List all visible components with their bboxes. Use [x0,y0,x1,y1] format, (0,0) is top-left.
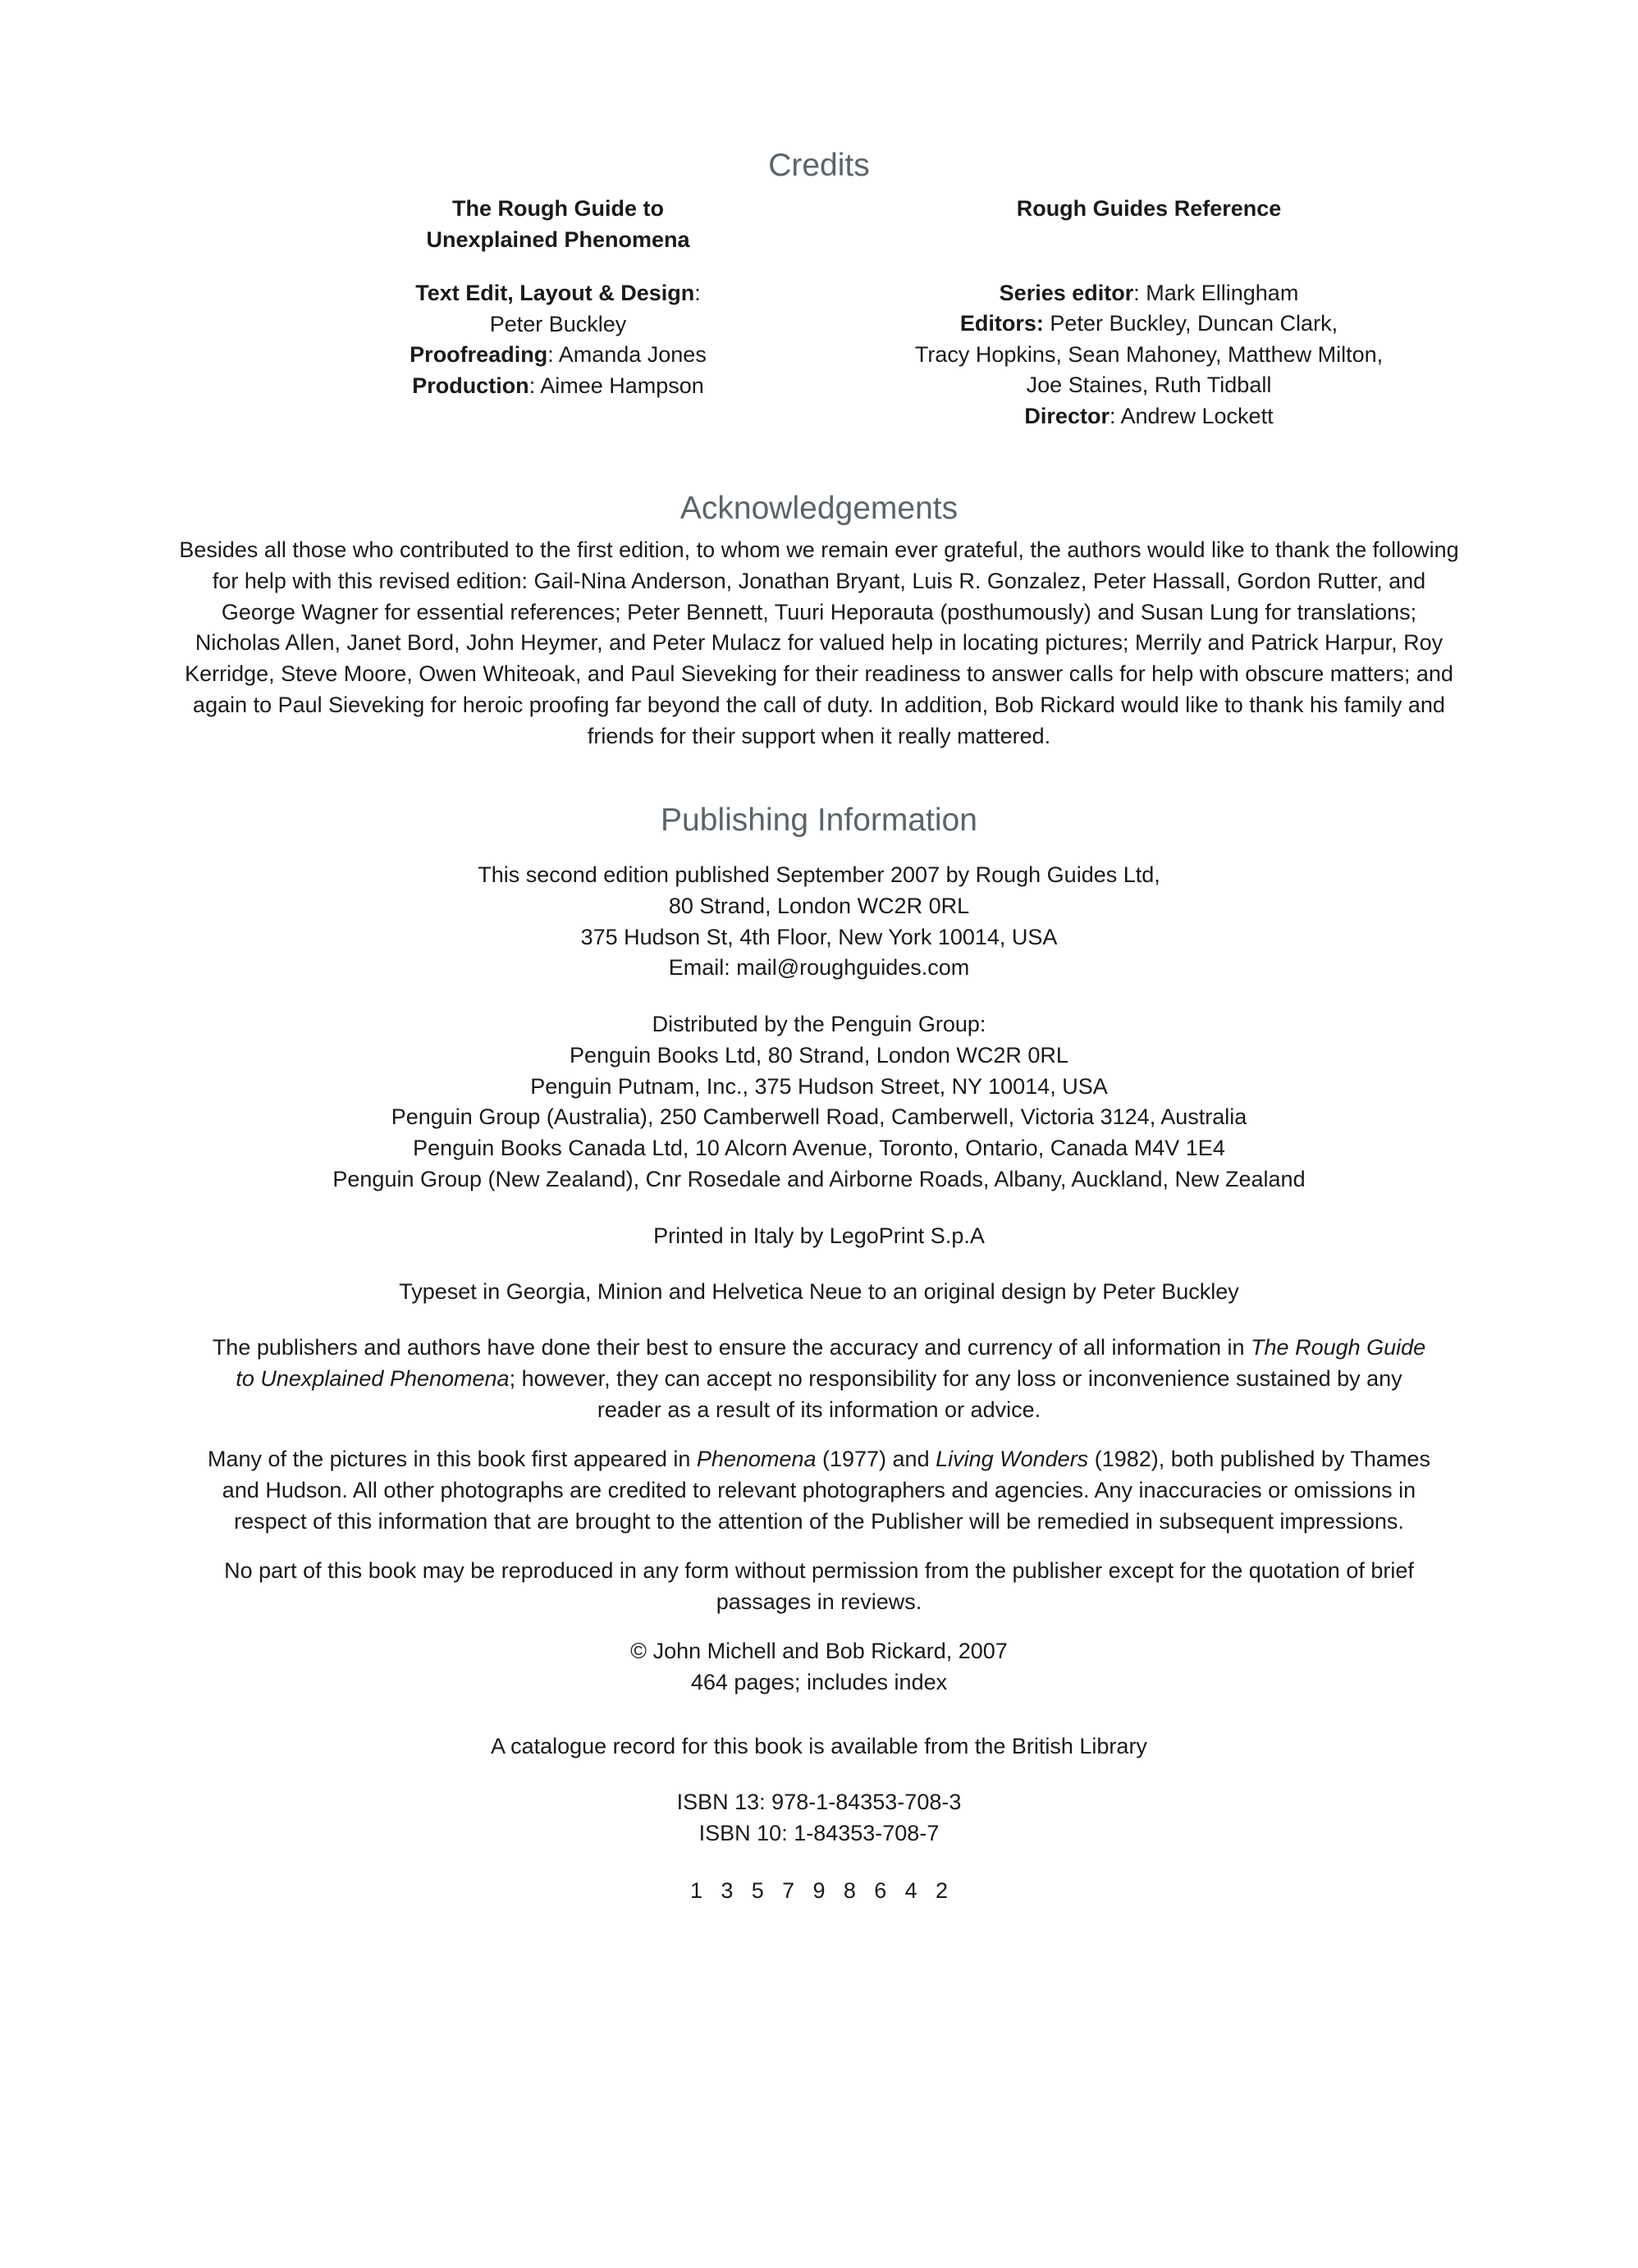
printed-line: Printed in Italy by LegoPrint S.p.A [653,1223,985,1248]
book-title-line-2: Unexplained Phenomena [426,226,690,252]
print-run-numbers: 1 3 5 7 9 8 6 4 2 [690,1878,948,1903]
disclaimer-book-title-a: The Rough Guide [1251,1335,1426,1360]
disclaimer-post-a: ; however, they can accept no responsibility for any loss or inconvenience sustained by any [509,1365,1402,1391]
isbn-10: ISBN 10: 1-84353-708-7 [698,1820,940,1845]
disclaimer-pre: The publishers and authors have done their best to ensure the accuracy and currency of all information in [212,1335,1251,1360]
editors-line-3: Joe Staines, Ruth Tidball [1026,373,1272,397]
distribution-line: Penguin Group (New Zealand), Cnr Rosedale and Airborne Roads, Albany, Auckland, New Zealand [332,1166,1306,1191]
catalogue-block [148,1731,1490,1763]
pictures-block [148,1444,1490,1537]
pictures-post-b: and Hudson. All other photographs are credited to relevant photographers and agencies. Any inaccuracies or omissions in [222,1477,1416,1502]
edition-line: Email: mail@roughguides.com [668,955,970,981]
pictures-post-a: (1982), both published by Thames [1088,1447,1430,1471]
disclaimer-post-b: reader as a result of its information or advice. [597,1397,1041,1422]
editors-line-1: Peter Buckley, Duncan Clark, [1043,311,1338,336]
copyright-line: © John Michell and Bob Rickard, 2007 [630,1639,1008,1663]
proofreading-name: : Amanda Jones [547,342,707,367]
isbn-13: ISBN 13: 978-1-84353-708-3 [676,1790,962,1814]
distribution-line: Distributed by the Penguin Group: [652,1012,986,1036]
reference-heading: Rough Guides Reference [1016,196,1282,221]
series-editor-name: : Mark Ellingham [1133,280,1299,305]
design-label: Text Edit, Layout & Design [415,281,695,305]
credits-title: Credits [768,148,870,183]
pages-line: 464 pages; includes index [690,1669,948,1694]
pictures-book-1: Phenomena [696,1447,817,1471]
proofreading-label: Proofreading [410,342,548,367]
distribution-line: Penguin Putnam, Inc., 375 Hudson Street, NY 10014, USA [530,1073,1108,1099]
distribution-line: Penguin Books Canada Ltd, 10 Alcorn Avenue, Toronto, Ontario, Canada M4V 1E4 [413,1136,1225,1161]
editors-line-2: Tracy Hopkins, Sean Mahoney, Matthew Milton, [914,341,1384,367]
distribution-line: Penguin Books Ltd, 80 Strand, London WC2R 0RL [570,1042,1068,1068]
series-editor-label: Series editor [999,280,1134,305]
disclaimer-book-title-b: to Unexplained Phenomena [236,1365,510,1391]
acknowledgements-title: Acknowledgements [679,491,959,526]
isbn-block [148,1787,1490,1850]
edition-line: 80 Strand, London WC2R 0RL [668,893,970,918]
rights-line-b: passages in reviews. [716,1589,922,1614]
pictures-mid: (1977) and [816,1447,936,1471]
rights-line-a: No part of this book may be reproduced in any form without permission from the publisher except for the quotation of brief [224,1558,1414,1583]
edition-line: This second edition published September 2007 by Rough Guides Ltd, [478,862,1160,887]
director-name: : Andrew Lockett [1109,403,1274,428]
book-title-line-1: The Rough Guide to [452,196,664,221]
rights-block [148,1556,1490,1618]
production-label: Production [412,373,529,398]
publishing-title: Publishing Information [661,802,977,838]
director-label: Director [1024,403,1110,428]
typeset-block [148,1277,1490,1308]
disclaimer-block [148,1333,1490,1425]
production-name: : Aimee Hampson [528,373,704,398]
credits-left-column: The Rough Guide to Unexplained Phenomena Text Edit, Layout & Design: Peter Buckley Proofreading: Amanda Jones Production: Aimee Hampson [295,194,821,401]
pictures-post-c: respect of this information that are brought to the attention of the Publisher will be remedied in subsequent impressions. [234,1508,1404,1534]
design-name: Peter Buckley [489,311,627,336]
distribution-line: Penguin Group (Australia), 250 Camberwell Road, Camberwell, Victoria 3124, Australia [391,1104,1247,1130]
printed-block [148,1221,1490,1252]
edition-line: 375 Hudson St, 4th Floor, New York 10014, USA [580,924,1058,949]
distribution-block [148,1009,1490,1196]
pictures-pre: Many of the pictures in this book first appeared in [208,1447,697,1471]
edition-block [148,860,1490,984]
acknowledgements-text: Besides all those who contributed to the first edition, to whom we remain ever grateful, the authors would like to thank the following for help with this revised edition: Gail-Nina Anderson, Jonathan Bryant, Luis R. Gonzalez, Peter Hassall, Gordon Rutter, and George Wagner for essential references; Peter Bennett, Tuuri Heporauta (posthumously) and Susan Lung for translations; Nicholas Allen, Janet Bord, John Heymer, and Peter Mulacz for valued help in locating pictures; Merrily and Patrick Harpur, Roy Kerridge, Steve Moore, Owen Whiteoak, and Paul Sieveking for their readiness to answer calls for help with obscure matters; and again to Paul Sieveking for heroic proofing far beyond the call of duty. In addition, Bob Rickard would like to thank his family and friends for their support when it really mattered. [179,537,1459,748]
editors-label: Editors: [959,311,1044,336]
typeset-line: Typeset in Georgia, Minion and Helvetica Neue to an original design by Peter Buckley [399,1279,1239,1304]
credits-right-column [870,194,1428,432]
pictures-book-2: Living Wonders [936,1447,1089,1471]
copyright-block [148,1636,1490,1699]
catalogue-line: A catalogue record for this book is available from the British Library [491,1734,1147,1758]
